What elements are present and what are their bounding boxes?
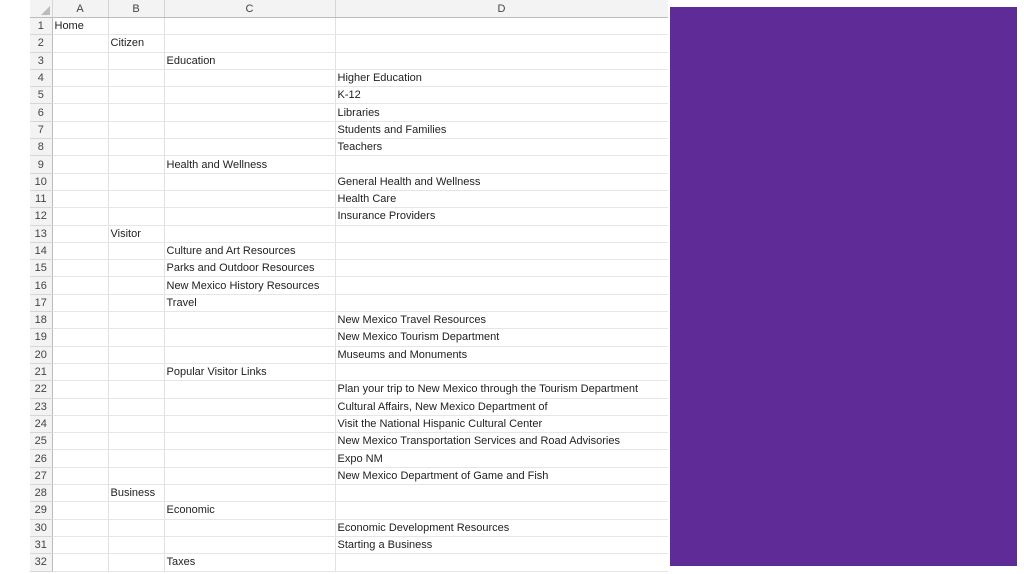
cell-b[interactable]	[108, 433, 164, 450]
row-header[interactable]: 9	[30, 156, 52, 173]
table-row	[30, 277, 668, 294]
table-row	[30, 519, 668, 536]
cell-a[interactable]	[52, 398, 108, 415]
cell-c[interactable]: Popular Visitor Links	[164, 363, 335, 380]
row-header[interactable]: 24	[30, 415, 52, 432]
purple-panel	[670, 7, 1017, 566]
cell-a[interactable]	[52, 312, 108, 329]
table-row	[30, 381, 668, 398]
cell-d[interactable]: Starting a Business	[335, 536, 668, 553]
table-row	[30, 536, 668, 553]
cell-d[interactable]	[335, 502, 668, 519]
cell-c[interactable]: Education	[164, 52, 335, 69]
table-row	[30, 104, 668, 121]
cell-c[interactable]	[164, 87, 335, 104]
cell-a[interactable]	[52, 121, 108, 138]
row-header[interactable]: 5	[30, 87, 52, 104]
cell-d[interactable]: Libraries	[335, 104, 668, 121]
row-header[interactable]: 7	[30, 121, 52, 138]
cell-a[interactable]	[52, 173, 108, 190]
row-header[interactable]: 32	[30, 554, 52, 571]
cell-d[interactable]: K-12	[335, 87, 668, 104]
cell-c[interactable]: New Mexico History Resources	[164, 277, 335, 294]
cell-b[interactable]	[108, 18, 164, 35]
row-header[interactable]: 18	[30, 312, 52, 329]
cell-d[interactable]: Economic Development Resources	[335, 519, 668, 536]
row-header[interactable]: 8	[30, 139, 52, 156]
cell-b[interactable]	[108, 156, 164, 173]
cell-c[interactable]: Travel	[164, 294, 335, 311]
cell-c[interactable]	[164, 173, 335, 190]
cell-c[interactable]	[164, 69, 335, 86]
cell-a[interactable]	[52, 485, 108, 502]
cell-c[interactable]	[164, 104, 335, 121]
cell-b[interactable]	[108, 536, 164, 553]
cell-b[interactable]	[108, 139, 164, 156]
cell-a[interactable]	[52, 225, 108, 242]
row-header[interactable]: 25	[30, 433, 52, 450]
cell-b[interactable]	[108, 208, 164, 225]
table-row	[30, 139, 668, 156]
cell-c[interactable]	[164, 433, 335, 450]
cell-b[interactable]	[108, 554, 164, 571]
cell-c[interactable]: Parks and Outdoor Resources	[164, 260, 335, 277]
cell-b[interactable]: Visitor	[108, 225, 164, 242]
cell-a[interactable]	[52, 554, 108, 571]
cell-d[interactable]	[335, 156, 668, 173]
cell-d[interactable]: Visit the National Hispanic Cultural Center	[335, 415, 668, 432]
row-header[interactable]: 26	[30, 450, 52, 467]
cell-b[interactable]	[108, 502, 164, 519]
row-header[interactable]: 4	[30, 69, 52, 86]
row-header[interactable]: 11	[30, 190, 52, 207]
table-row	[30, 398, 668, 415]
select-all-corner[interactable]	[30, 0, 52, 18]
cell-b[interactable]	[108, 242, 164, 259]
table-row	[30, 329, 668, 346]
row-header[interactable]: 31	[30, 536, 52, 553]
cell-d[interactable]	[335, 225, 668, 242]
cell-d[interactable]	[335, 363, 668, 380]
cell-d[interactable]: Teachers	[335, 139, 668, 156]
cell-c[interactable]	[164, 190, 335, 207]
cell-b[interactable]	[108, 52, 164, 69]
cell-d[interactable]	[335, 554, 668, 571]
cell-c[interactable]: Economic	[164, 502, 335, 519]
spreadsheet-table	[30, 0, 668, 572]
column-header-row	[30, 0, 668, 18]
cell-d[interactable]: New Mexico Department of Game and Fish	[335, 467, 668, 484]
row-header[interactable]: 19	[30, 329, 52, 346]
cell-c[interactable]	[164, 329, 335, 346]
cell-d[interactable]: New Mexico Travel Resources	[335, 312, 668, 329]
cell-b[interactable]	[108, 294, 164, 311]
column-header-d[interactable]: D	[335, 0, 668, 18]
table-row	[30, 18, 668, 35]
select-all-icon	[41, 6, 50, 15]
cell-d[interactable]	[335, 277, 668, 294]
cell-a[interactable]	[52, 346, 108, 363]
table-row	[30, 294, 668, 311]
table-row	[30, 69, 668, 86]
cell-a[interactable]	[52, 190, 108, 207]
table-row	[30, 554, 668, 571]
table-row	[30, 502, 668, 519]
cell-c[interactable]	[164, 536, 335, 553]
cell-b[interactable]	[108, 260, 164, 277]
table-row	[30, 433, 668, 450]
table-row	[30, 363, 668, 380]
row-header[interactable]: 30	[30, 519, 52, 536]
table-row	[30, 156, 668, 173]
cell-b[interactable]	[108, 104, 164, 121]
row-header[interactable]: 2	[30, 35, 52, 52]
cell-c[interactable]	[164, 312, 335, 329]
cell-a[interactable]	[52, 104, 108, 121]
row-header[interactable]: 22	[30, 381, 52, 398]
cell-d[interactable]	[335, 18, 668, 35]
table-row	[30, 312, 668, 329]
cell-b[interactable]	[108, 87, 164, 104]
cell-d[interactable]: General Health and Wellness	[335, 173, 668, 190]
cell-b[interactable]	[108, 277, 164, 294]
table-row	[30, 190, 668, 207]
row-header[interactable]: 1	[30, 18, 52, 35]
cell-d[interactable]	[335, 52, 668, 69]
cell-b[interactable]	[108, 450, 164, 467]
column-header-b[interactable]: B	[108, 0, 164, 18]
table-row	[30, 450, 668, 467]
cell-a[interactable]	[52, 415, 108, 432]
table-row	[30, 35, 668, 52]
cell-a[interactable]	[52, 277, 108, 294]
row-header[interactable]: 10	[30, 173, 52, 190]
cell-d[interactable]	[335, 485, 668, 502]
column-header-c[interactable]: C	[164, 0, 335, 18]
row-header[interactable]: 3	[30, 52, 52, 69]
row-header[interactable]: 27	[30, 467, 52, 484]
cell-a[interactable]: Home	[52, 18, 108, 35]
row-header[interactable]: 13	[30, 225, 52, 242]
cell-d[interactable]	[335, 260, 668, 277]
cell-d[interactable]	[335, 294, 668, 311]
spreadsheet-body	[30, 18, 668, 572]
cell-b[interactable]: Citizen	[108, 35, 164, 52]
cell-c[interactable]	[164, 18, 335, 35]
cell-a[interactable]	[52, 35, 108, 52]
cell-c[interactable]	[164, 35, 335, 52]
table-row	[30, 260, 668, 277]
cell-c[interactable]: Taxes	[164, 554, 335, 571]
table-row	[30, 485, 668, 502]
cell-d[interactable]	[335, 35, 668, 52]
cell-c[interactable]	[164, 415, 335, 432]
cell-a[interactable]	[52, 139, 108, 156]
row-header[interactable]: 15	[30, 260, 52, 277]
cell-c[interactable]	[164, 225, 335, 242]
cell-b[interactable]	[108, 329, 164, 346]
cell-b[interactable]	[108, 398, 164, 415]
row-header[interactable]: 6	[30, 104, 52, 121]
cell-b[interactable]	[108, 363, 164, 380]
cell-c[interactable]	[164, 398, 335, 415]
spreadsheet-grid	[30, 0, 668, 574]
cell-a[interactable]	[52, 519, 108, 536]
cell-b[interactable]: Business	[108, 485, 164, 502]
row-header[interactable]: 12	[30, 208, 52, 225]
table-row	[30, 121, 668, 138]
cell-c[interactable]	[164, 139, 335, 156]
cell-a[interactable]	[52, 260, 108, 277]
cell-a[interactable]	[52, 294, 108, 311]
cell-d[interactable]: New Mexico Transportation Services and Road Advisories	[335, 433, 668, 450]
cell-b[interactable]	[108, 190, 164, 207]
cell-a[interactable]	[52, 536, 108, 553]
table-row	[30, 415, 668, 432]
table-row	[30, 225, 668, 242]
row-header[interactable]: 23	[30, 398, 52, 415]
row-header[interactable]: 28	[30, 485, 52, 502]
cell-c[interactable]: Health and Wellness	[164, 156, 335, 173]
cell-a[interactable]	[52, 208, 108, 225]
cell-b[interactable]	[108, 519, 164, 536]
cell-a[interactable]	[52, 363, 108, 380]
cell-a[interactable]	[52, 502, 108, 519]
cell-d[interactable]	[335, 242, 668, 259]
cell-b[interactable]	[108, 121, 164, 138]
cell-b[interactable]	[108, 69, 164, 86]
cell-c[interactable]	[164, 485, 335, 502]
cell-a[interactable]	[52, 450, 108, 467]
row-header[interactable]: 14	[30, 242, 52, 259]
cell-d[interactable]: Insurance Providers	[335, 208, 668, 225]
cell-c[interactable]	[164, 346, 335, 363]
cell-a[interactable]	[52, 87, 108, 104]
cell-d[interactable]: Expo NM	[335, 450, 668, 467]
cell-a[interactable]	[52, 467, 108, 484]
cell-a[interactable]	[52, 242, 108, 259]
row-header[interactable]: 29	[30, 502, 52, 519]
row-header[interactable]: 21	[30, 363, 52, 380]
cell-c[interactable]	[164, 121, 335, 138]
cell-b[interactable]	[108, 381, 164, 398]
column-header-a[interactable]: A	[52, 0, 108, 18]
table-row	[30, 467, 668, 484]
row-header[interactable]: 17	[30, 294, 52, 311]
cell-d[interactable]: Plan your trip to New Mexico through the Tourism Department	[335, 381, 668, 398]
cell-b[interactable]	[108, 415, 164, 432]
cell-c[interactable]: Culture and Art Resources	[164, 242, 335, 259]
table-row	[30, 52, 668, 69]
cell-b[interactable]	[108, 312, 164, 329]
cell-a[interactable]	[52, 52, 108, 69]
cell-c[interactable]	[164, 467, 335, 484]
cell-a[interactable]	[52, 156, 108, 173]
cell-b[interactable]	[108, 467, 164, 484]
table-row	[30, 242, 668, 259]
cell-c[interactable]	[164, 519, 335, 536]
cell-d[interactable]: Higher Education	[335, 69, 668, 86]
table-row	[30, 87, 668, 104]
cell-d[interactable]: Health Care	[335, 190, 668, 207]
row-header[interactable]: 20	[30, 346, 52, 363]
cell-d[interactable]: Cultural Affairs, New Mexico Department of	[335, 398, 668, 415]
cell-c[interactable]	[164, 450, 335, 467]
cell-b[interactable]	[108, 346, 164, 363]
cell-c[interactable]	[164, 208, 335, 225]
cell-a[interactable]	[52, 433, 108, 450]
table-row	[30, 173, 668, 190]
cell-b[interactable]	[108, 173, 164, 190]
cell-a[interactable]	[52, 381, 108, 398]
row-header[interactable]: 16	[30, 277, 52, 294]
cell-a[interactable]	[52, 69, 108, 86]
table-row	[30, 208, 668, 225]
cell-d[interactable]: Students and Families	[335, 121, 668, 138]
cell-c[interactable]	[164, 381, 335, 398]
cell-d[interactable]: Museums and Monuments	[335, 346, 668, 363]
cell-d[interactable]: New Mexico Tourism Department	[335, 329, 668, 346]
table-row	[30, 346, 668, 363]
cell-a[interactable]	[52, 329, 108, 346]
